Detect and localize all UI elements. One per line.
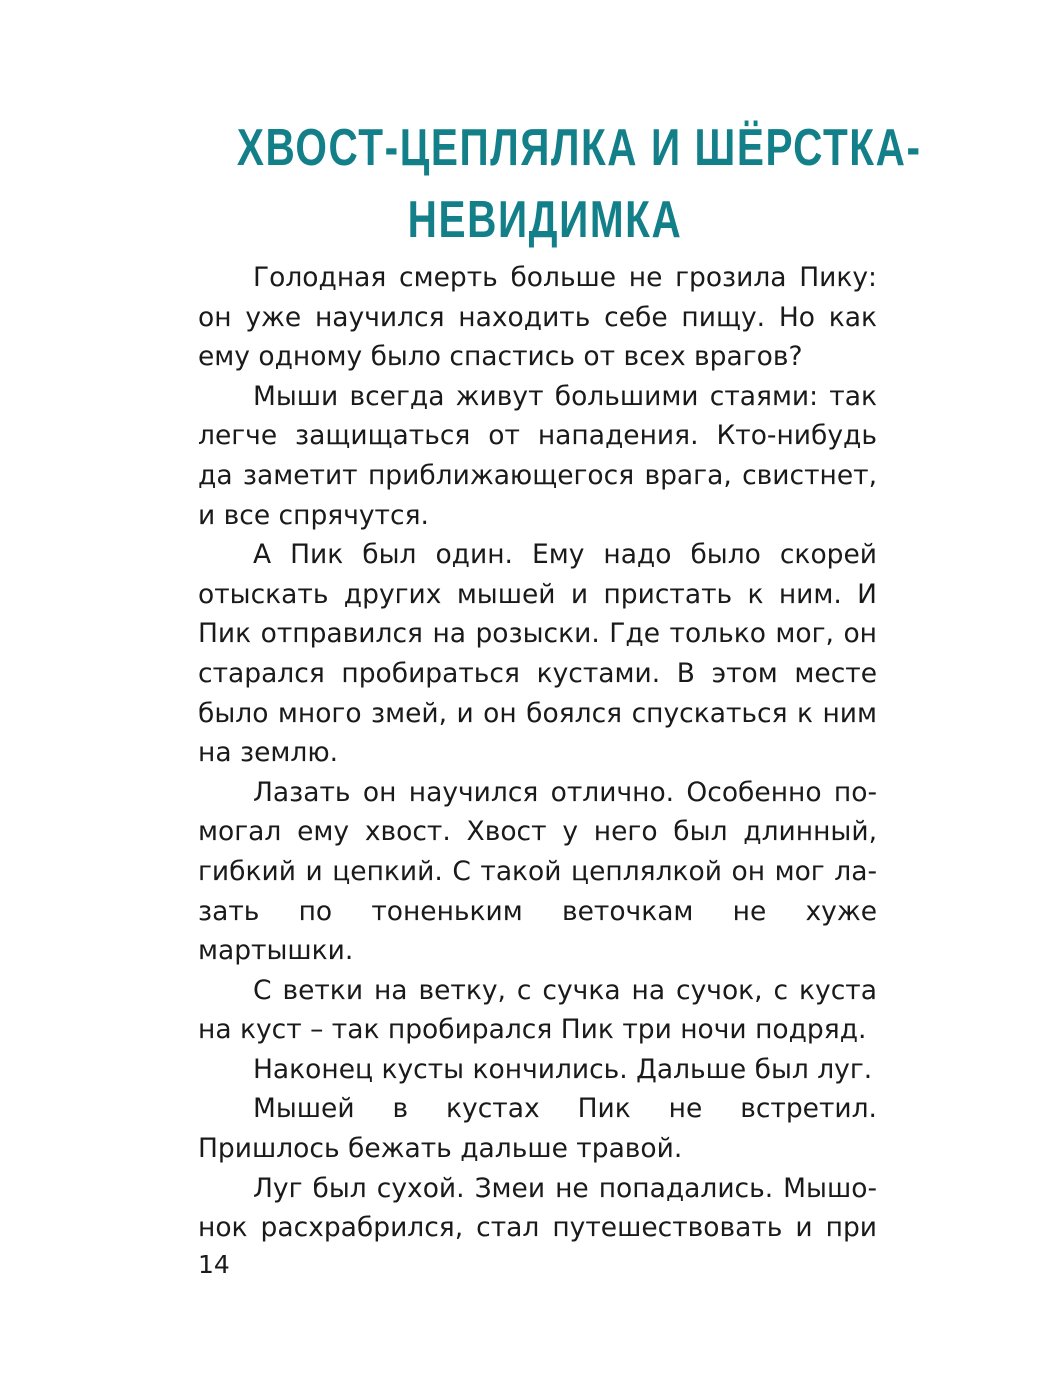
chapter-title (236, 112, 922, 256)
body-text (198, 258, 877, 1248)
paragraph: С ветки на ветку, с сучка на сучок, с куста на куст – так пробирался Пик три ночи подряд. (198, 974, 877, 1046)
paragraph: Мыши всегда живут большими стаями: так легче защищаться от нападения. Кто-нибудь да заметит приближающегося врага, свистнет, и все спрячутся. (198, 380, 877, 531)
paragraph: Голодная смерть больше не грозила Пику: он уже научился находить себе пищу. Но как ему одному было спастись от всех врагов? (198, 262, 877, 373)
page-number: 14 (198, 1250, 230, 1279)
paragraph: Лазать он научился отлично. Особенно помогал ему хвост. Хвост у него был длинный, гибкий и цепкий. С такой цеплялкой он мог лазать по тоненьким веточкам не хуже мартышки. (198, 776, 877, 967)
chapter-title-line-1: ХВОСТ-ЦЕПЛЯЛКА И ШЁРСТКА- (236, 119, 922, 177)
paragraph: Мышей в кустах Пик не встретил. Пришлось бежать дальше травой. (198, 1093, 877, 1165)
paragraph: А Пик был один. Ему надо было скорей отыскать других мышей и пристать к ним. И Пик отправился на розыски. Где только мог, он старался пробираться кустами. В этом месте было много змей, и он боялся спускаться к ним на землю. (198, 539, 877, 769)
paragraph: Луг был сухой. Змеи не попадались. Мышонок расхрабрился, стал путешествовать и при (198, 1172, 877, 1244)
paragraph: Наконец кусты кончились. Дальше был луг. (253, 1053, 873, 1085)
chapter-title-line-2: НЕВИДИМКА (407, 191, 683, 249)
